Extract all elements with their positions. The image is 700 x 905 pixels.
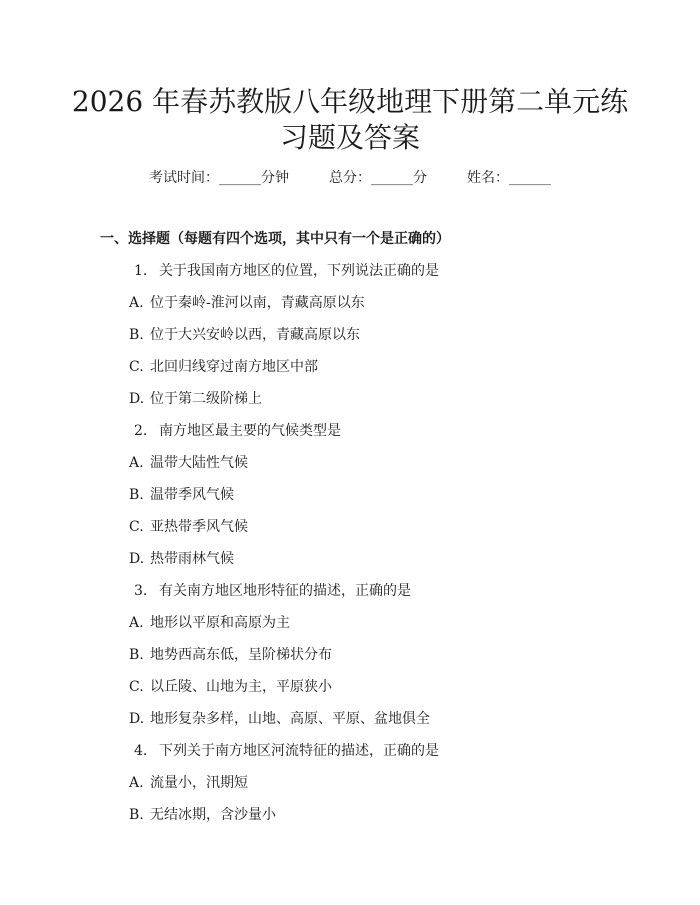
question-stem bbox=[134, 423, 341, 439]
option-text: 流量小，汛期短 bbox=[150, 775, 248, 791]
question-text: 有关南方地区地形特征的描述，正确的是 bbox=[159, 583, 411, 599]
answer-option bbox=[129, 711, 430, 727]
answer-option bbox=[129, 455, 248, 471]
exam-title-line-2: 习题及答案 bbox=[279, 121, 420, 154]
option-text: 温带季风气候 bbox=[150, 487, 234, 503]
option-letter: D. bbox=[129, 711, 145, 727]
answer-option bbox=[129, 807, 276, 823]
question-stem bbox=[134, 743, 439, 759]
option-letter: B. bbox=[129, 327, 144, 343]
option-text: 亚热带季风气候 bbox=[150, 519, 248, 535]
option-text: 地势西高东低，呈阶梯状分布 bbox=[150, 647, 332, 663]
exam-title-line-1: 2026 年春苏教版八年级地理下册第二单元练 bbox=[71, 85, 629, 118]
option-letter: B. bbox=[129, 487, 144, 503]
answer-option bbox=[129, 327, 360, 343]
question-number: 3. bbox=[134, 583, 148, 599]
option-text: 地形以平原和高原为主 bbox=[150, 615, 290, 631]
option-letter: C. bbox=[129, 679, 144, 695]
option-letter: B. bbox=[129, 807, 144, 823]
option-text: 无结冰期，含沙量小 bbox=[150, 807, 276, 823]
option-letter: C. bbox=[129, 519, 144, 535]
exam-time-field: 考试时间：______分钟 bbox=[149, 170, 289, 186]
section-heading: 一、选择题（每题有四个选项，其中只有一个是正确的） bbox=[100, 231, 450, 247]
option-letter: C. bbox=[129, 359, 144, 375]
answer-option bbox=[129, 391, 262, 407]
question-number: 1. bbox=[134, 263, 148, 279]
answer-option bbox=[129, 519, 248, 535]
option-text: 位于大兴安岭以西，青藏高原以东 bbox=[150, 327, 360, 343]
option-text: 北回归线穿过南方地区中部 bbox=[150, 359, 318, 375]
option-letter: A. bbox=[129, 775, 144, 791]
total-score-field: 总分：______分 bbox=[329, 170, 427, 186]
option-text: 热带雨林气候 bbox=[150, 551, 234, 567]
answer-option bbox=[129, 647, 332, 663]
option-text: 位于第二级阶梯上 bbox=[150, 391, 262, 407]
answer-option bbox=[129, 295, 365, 311]
option-letter: A. bbox=[129, 295, 144, 311]
option-letter: D. bbox=[129, 551, 145, 567]
option-text: 以丘陵、山地为主，平原狭小 bbox=[150, 679, 332, 695]
answer-option bbox=[129, 775, 248, 791]
option-letter: B. bbox=[129, 647, 144, 663]
question-text: 南方地区最主要的气候类型是 bbox=[159, 423, 341, 439]
question-stem bbox=[134, 263, 439, 279]
option-text: 地形复杂多样，山地、高原、平原、盆地俱全 bbox=[150, 711, 430, 727]
student-name-field: 姓名：______ bbox=[467, 170, 551, 186]
option-text: 位于秦岭-淮河以南，青藏高原以东 bbox=[150, 295, 365, 311]
question-text: 下列关于南方地区河流特征的描述，正确的是 bbox=[159, 743, 439, 759]
question-number: 4. bbox=[134, 743, 148, 759]
answer-option bbox=[129, 487, 234, 503]
question-stem bbox=[134, 583, 411, 599]
option-text: 温带大陆性气候 bbox=[150, 455, 248, 471]
answer-option bbox=[129, 615, 290, 631]
question-number: 2. bbox=[134, 423, 148, 439]
option-letter: A. bbox=[129, 615, 144, 631]
question-text: 关于我国南方地区的位置，下列说法正确的是 bbox=[159, 263, 439, 279]
answer-option bbox=[129, 679, 332, 695]
option-letter: A. bbox=[129, 455, 144, 471]
answer-option bbox=[129, 359, 318, 375]
exam-meta-row bbox=[0, 170, 700, 186]
option-letter: D. bbox=[129, 391, 145, 407]
answer-option bbox=[129, 551, 234, 567]
